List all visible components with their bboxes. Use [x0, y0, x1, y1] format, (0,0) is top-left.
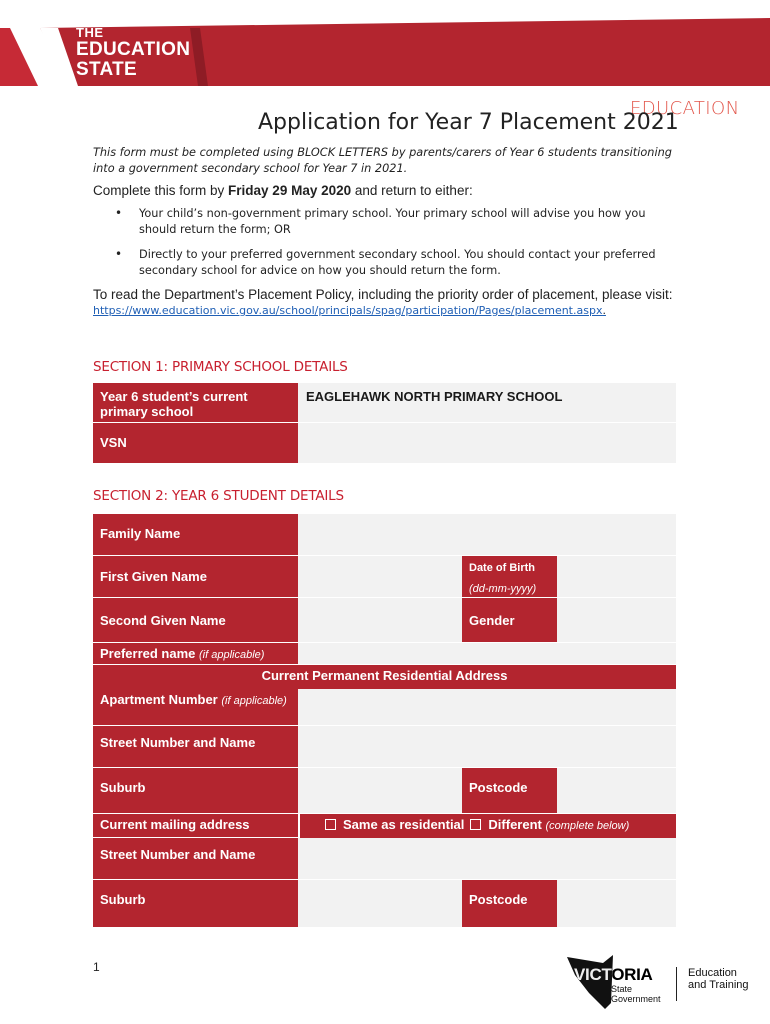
street-label: Street Number and Name	[93, 726, 298, 768]
primary-school-value: EAGLEHAWK NORTH PRIMARY SCHOOL	[306, 389, 563, 404]
department-line-1: Education	[688, 967, 737, 979]
second-name-field[interactable]	[298, 598, 462, 643]
page-title: Application for Year 7 Placement 2021	[258, 110, 679, 135]
department-line-2: and Training	[688, 979, 749, 991]
gender-field[interactable]	[557, 598, 676, 643]
dob-field[interactable]	[557, 556, 676, 598]
list-item: • Directly to your preferred government secondary school. You should contact your preferred secondary school for advice on how you should return the form.	[93, 247, 683, 278]
street-field[interactable]	[298, 726, 676, 768]
policy-link-end: .	[602, 304, 606, 317]
apartment-text: Apartment Number	[100, 692, 218, 707]
victoria-sub-line-2: Government	[611, 994, 661, 1004]
address-heading: Current Permanent Residential Address	[93, 665, 676, 689]
section-2-heading: SECTION 2: YEAR 6 STUDENT DETAILS	[93, 488, 344, 504]
footer-divider	[676, 967, 677, 1001]
mailing-address-options	[300, 814, 676, 838]
logo-line-2: EDUCATION	[76, 39, 191, 60]
victoria-sub-line-1: State	[611, 984, 633, 994]
apartment-label	[93, 689, 298, 726]
family-name-field[interactable]	[298, 514, 676, 556]
complete-instruction	[93, 183, 473, 198]
first-name-field[interactable]	[298, 556, 462, 598]
apartment-note: (if applicable)	[221, 695, 287, 707]
page-number: 1	[93, 960, 100, 974]
intro-text: This form must be completed using BLOCK LETTERS by parents/carers of Year 6 students transitioning into a government secondary school for Year 7 in 2021.	[93, 146, 672, 175]
primary-school-label: Year 6 student’s current primary school	[93, 383, 298, 423]
section-1-heading: SECTION 1: PRIMARY SCHOOL DETAILS	[93, 359, 348, 375]
logo-line-3: STATE	[76, 59, 137, 80]
department-name	[688, 967, 749, 991]
policy-paragraph	[93, 287, 683, 318]
logo-line-1: THE	[76, 25, 104, 40]
mailing-street-label: Street Number and Name	[93, 838, 298, 880]
policy-link-url[interactable]: https://www.education.vic.gov.au/school/principals/spag/participation/Pages/placement.aspx	[93, 304, 603, 317]
vsn-field[interactable]	[298, 423, 676, 464]
same-as-residential-label: Same as residential	[343, 817, 465, 832]
preferred-name-label	[93, 643, 298, 665]
mailing-suburb-label: Suburb	[93, 880, 298, 928]
preferred-name-field[interactable]	[298, 643, 676, 665]
department-tag: EDUCATION	[630, 98, 740, 119]
dob-label	[462, 556, 557, 598]
education-state-logo	[76, 26, 190, 79]
complete-after: and return to either:	[351, 183, 473, 198]
mailing-postcode-field[interactable]	[557, 880, 676, 928]
suburb-field[interactable]	[298, 768, 462, 814]
first-name-label: First Given Name	[93, 556, 298, 598]
mailing-postcode-label: Postcode	[462, 880, 557, 928]
postcode-field[interactable]	[557, 768, 676, 814]
dob-label-text: Date of Birth	[469, 562, 535, 574]
dob-format: (dd-mm-yyyy)	[469, 583, 537, 595]
same-as-residential-checkbox[interactable]	[325, 819, 336, 830]
preferred-name-note: (if applicable)	[199, 649, 265, 661]
mailing-suburb-field[interactable]	[298, 880, 462, 928]
apartment-field[interactable]	[298, 689, 676, 726]
mailing-address-label: Current mailing address	[93, 814, 298, 838]
different-address-note: (complete below)	[545, 820, 630, 832]
postcode-label: Postcode	[462, 768, 557, 814]
family-name-label: Family Name	[93, 514, 298, 556]
policy-text: To read the Department’s Placement Policy, including the priority order of placement, please visit:	[93, 287, 673, 302]
suburb-label: Suburb	[93, 768, 298, 814]
vsn-label: VSN	[93, 423, 298, 464]
due-date: Friday 29 May 2020	[228, 183, 352, 198]
gender-label: Gender	[462, 598, 557, 643]
policy-link[interactable]	[93, 303, 683, 318]
mailing-street-field[interactable]	[298, 838, 676, 880]
complete-before: Complete this form by	[93, 183, 229, 198]
return-options-list	[93, 206, 683, 288]
preferred-name-text: Preferred name	[100, 646, 196, 661]
victoria-wordmark: VICTORIA	[574, 965, 653, 984]
primary-school-field[interactable]	[298, 383, 676, 423]
different-address-label: Different	[488, 817, 542, 832]
vsn-value	[298, 423, 676, 435]
different-address-checkbox[interactable]	[470, 819, 481, 830]
second-name-label: Second Given Name	[93, 598, 298, 643]
list-item: • Your child’s non-government primary school. Your primary school will advise you how you should return the form; OR	[93, 206, 683, 237]
victoria-subtitle	[611, 984, 661, 1004]
